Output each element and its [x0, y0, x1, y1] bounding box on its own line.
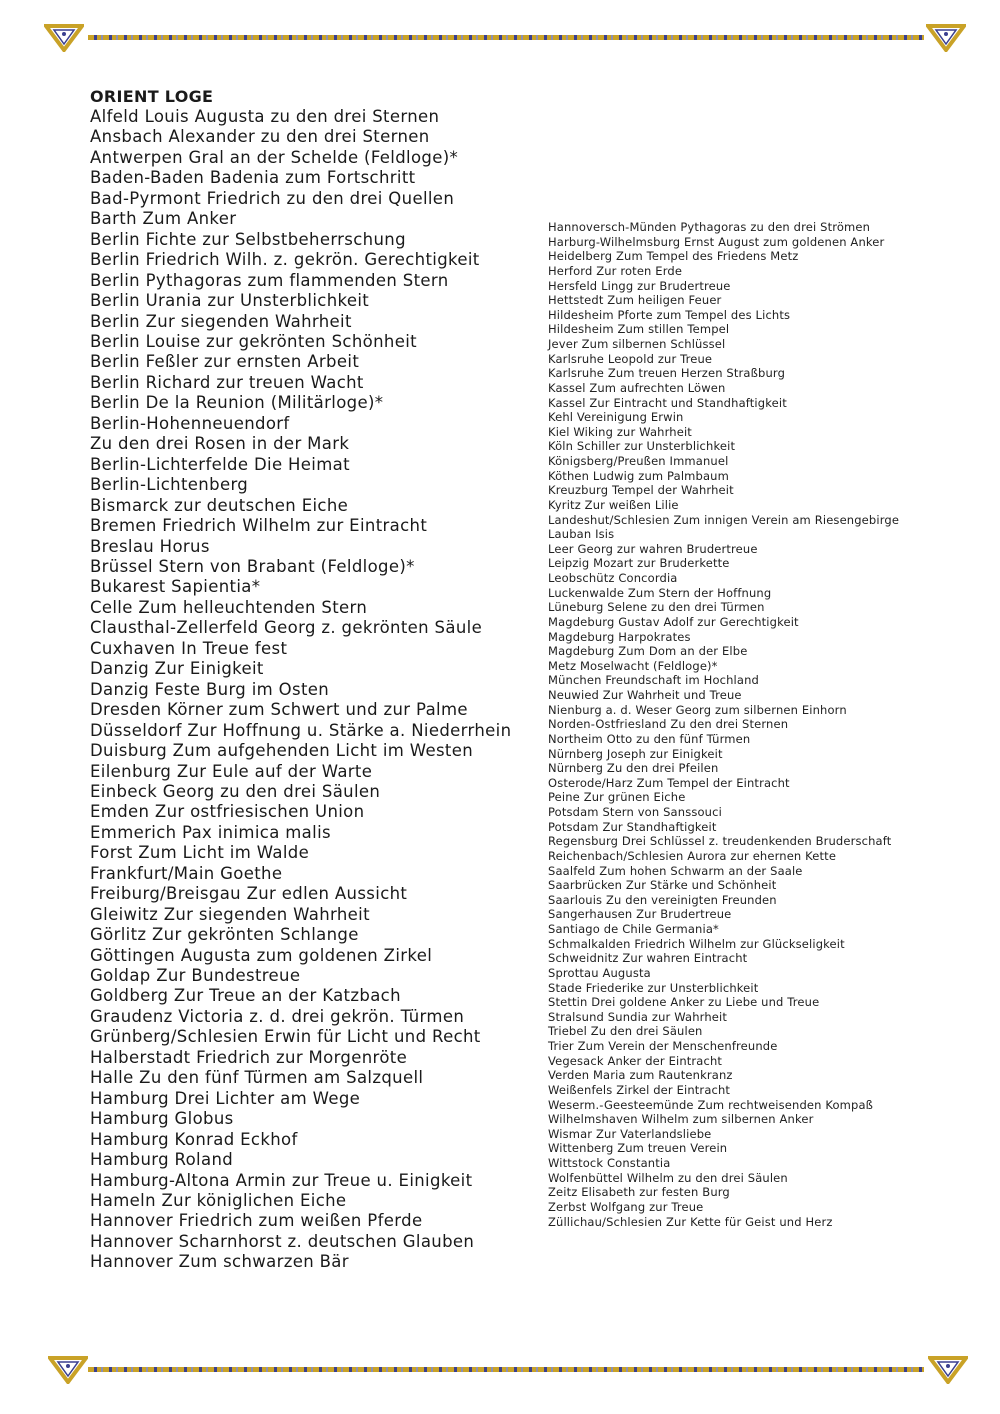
- lodge-entry: Karlsruhe Leopold zur Treue: [548, 351, 713, 366]
- lodge-entry: Emmerich Pax inimica malis: [90, 822, 331, 842]
- lodge-entry: Berlin Friedrich Wilh. z. gekrön. Gerechtigkeit: [90, 250, 480, 270]
- lodge-entry: Stralsund Sundia zur Wahrheit: [548, 1009, 728, 1024]
- lodge-entry: Berlin-Lichtenberg: [90, 475, 249, 495]
- lodge-entry: Landeshut/Schlesien Zum innigen Verein am Riesengebirge: [548, 512, 900, 527]
- lodge-entry: Halle Zu den fünf Türmen am Salzquell: [90, 1068, 424, 1088]
- lodge-entry: Berlin Feßler zur ernsten Arbeit: [90, 352, 360, 372]
- lodge-entry: Halberstadt Friedrich zur Morgenröte: [90, 1047, 408, 1067]
- lodge-entry: Reichenbach/Schlesien Aurora zur ehernen Kette: [548, 848, 837, 863]
- lodge-entry: Regensburg Drei Schlüssel z. treudenkenden Bruderschaft: [548, 834, 892, 849]
- lodge-entry: Hamburg Drei Lichter am Wege: [90, 1088, 361, 1108]
- lodge-entry: Karlsruhe Zum treuen Herzen Straßburg: [548, 366, 786, 381]
- lodge-entry: Kreuzburg Tempel der Wahrheit: [548, 483, 734, 498]
- right-column: [548, 220, 968, 1229]
- lodge-entry: Graudenz Victoria z. d. drei gekrön. Türmen: [90, 1006, 465, 1026]
- lodge-entry: Breslau Horus: [90, 536, 210, 556]
- lodge-entry: Wilhelmshaven Wilhelm zum silbernen Anker: [548, 1112, 814, 1127]
- lodge-entry: Berlin-Lichterfelde Die Heimat: [90, 454, 350, 474]
- lodge-entry: Wolfenbüttel Wilhelm zu den drei Säulen: [548, 1170, 788, 1185]
- lodge-entry: Stettin Drei goldene Anker zu Liebe und Treue: [548, 995, 820, 1010]
- lodge-entry: Grünberg/Schlesien Erwin für Licht und Recht: [90, 1027, 481, 1047]
- lodge-entry: Leer Georg zur wahren Brudertreue: [548, 541, 758, 556]
- lodge-entry: Nürnberg Joseph zur Einigkeit: [548, 746, 723, 761]
- masonic-square-compass-icon: [44, 22, 84, 52]
- lodge-entry: Peine Zur grünen Eiche: [548, 790, 686, 805]
- lodge-entry: Königsberg/Preußen Immanuel: [548, 454, 729, 468]
- left-column: [90, 87, 530, 1273]
- lodge-entry: Brüssel Stern von Brabant (Feldloge)*: [90, 556, 415, 576]
- lodge-entry: Berlin-Hohenneuendorf: [90, 413, 290, 433]
- lodge-entry: Kassel Zur Eintracht und Standhaftigkeit: [548, 395, 787, 410]
- lodge-entry: Nürnberg Zu den drei Pfeilen: [548, 761, 719, 776]
- lodge-entry: Hersfeld Lingg zur Brudertreue: [548, 278, 731, 293]
- lodge-entry: Bremen Friedrich Wilhelm zur Eintracht: [90, 516, 428, 536]
- lodge-entry: Eilenburg Zur Eule auf der Warte: [90, 761, 373, 781]
- lodge-entry: Hannover Friedrich zum weißen Pferde: [90, 1211, 423, 1231]
- lodge-entry: Weserm.-Geesteemünde Zum rechtweisenden Kompaß: [548, 1097, 874, 1112]
- lodge-entry: Celle Zum helleuchtenden Stern: [90, 597, 368, 617]
- lodge-entry: Berlin Louise zur gekrönten Schönheit: [90, 331, 417, 351]
- lodge-entry: Freiburg/Breisgau Zur edlen Aussicht: [90, 884, 408, 904]
- lodge-entry: Hameln Zur königlichen Eiche: [90, 1191, 347, 1211]
- lodge-entry: Hamburg-Altona Armin zur Treue u. Einigkeit: [90, 1170, 473, 1190]
- lodge-entry: Köthen Ludwig zum Palmbaum: [548, 468, 729, 483]
- lodge-entry: Danzig Feste Burg im Osten: [90, 679, 330, 699]
- lodge-entry: Wittstock Constantia: [548, 1156, 671, 1170]
- lodge-entry: Vegesack Anker der Eintracht: [548, 1053, 723, 1068]
- lodge-entry: Santiago de Chile Germania*: [548, 922, 719, 936]
- lodge-entry: Magdeburg Zum Dom an der Elbe: [548, 644, 748, 659]
- lodge-entry: Magdeburg Harpokrates: [548, 629, 691, 644]
- lodge-entry: Goldap Zur Bundestreue: [90, 966, 301, 986]
- lodge-entry: Hamburg Konrad Eckhof: [90, 1129, 298, 1149]
- lodge-entry: Hannover Scharnhorst z. deutschen Glauben: [90, 1231, 475, 1251]
- lodge-entry: Wittenberg Zum treuen Verein: [548, 1141, 728, 1156]
- lodge-entry: Gleiwitz Zur siegenden Wahrheit: [90, 904, 370, 924]
- lodge-entry: Berlin De la Reunion (Militärloge)*: [90, 393, 384, 413]
- lodge-entry: Göttingen Augusta zum goldenen Zirkel: [90, 945, 433, 965]
- lodge-entry: Potsdam Zur Standhaftigkeit: [548, 819, 717, 834]
- lodge-list-right: [548, 220, 968, 1229]
- lodge-entry: Bismarck zur deutschen Eiche: [90, 495, 349, 515]
- lodge-entry: Alfeld Louis Augusta zu den drei Sternen: [90, 107, 440, 126]
- masonic-square-compass-icon: [926, 22, 966, 52]
- lodge-entry: Antwerpen Gral an der Schelde (Feldloge)*: [90, 147, 459, 167]
- lodge-entry: Lüneburg Selene zu den drei Türmen: [548, 600, 765, 615]
- lodge-entry: Magdeburg Gustav Adolf zur Gerechtigkeit: [548, 614, 799, 629]
- lodge-entry: Berlin Pythagoras zum flammenden Stern: [90, 270, 449, 290]
- lodge-entry: Jever Zum silbernen Schlüssel: [548, 337, 726, 351]
- lodge-entry: Berlin Fichte zur Selbstbeherrschung: [90, 229, 406, 249]
- lodge-entry: Hamburg Globus: [90, 1109, 234, 1129]
- lodge-entry: Potsdam Stern von Sanssouci: [548, 805, 722, 819]
- lodge-entry: Berlin Urania zur Unsterblichkeit: [90, 291, 370, 311]
- lodge-entry: Dresden Körner zum Schwert und zur Palme: [90, 700, 468, 720]
- lodge-entry: Bad-Pyrmont Friedrich zu den drei Quellen: [90, 188, 455, 208]
- lodge-entry: Zu den drei Rosen in der Mark: [90, 434, 350, 454]
- lodge-entry: Kassel Zum aufrechten Löwen: [548, 380, 726, 395]
- lodge-entry: Nienburg a. d. Weser Georg zum silbernen Einhorn: [548, 702, 847, 717]
- lodge-entry: Düsseldorf Zur Hoffnung u. Stärke a. Niederrhein: [90, 720, 512, 740]
- lodge-entry: Heidelberg Zum Tempel des Friedens Metz: [548, 249, 799, 264]
- lodge-entry: Stade Friederike zur Unsterblichkeit: [548, 980, 759, 995]
- lodge-entry: Berlin Zur siegenden Wahrheit: [90, 311, 352, 331]
- lodge-entry: Barth Zum Anker: [90, 209, 237, 229]
- lodge-entry: Harburg-Wilhelmsburg Ernst August zum goldenen Anker: [548, 234, 885, 249]
- lodge-entry: Zerbst Wolfgang zur Treue: [548, 1199, 704, 1214]
- lodge-entry: Goldberg Zur Treue an der Katzbach: [90, 986, 401, 1006]
- lodge-entry: Clausthal-Zellerfeld Georg z. gekrönten Säule: [90, 618, 483, 638]
- lodge-entry: Trier Zum Verein der Menschenfreunde: [548, 1039, 778, 1053]
- lodge-entry: Forst Zum Licht im Walde: [90, 843, 310, 863]
- lodge-entry: Hettstedt Zum heiligen Feuer: [548, 293, 722, 308]
- lodge-entry: Hannover Zum schwarzen Bär: [90, 1252, 349, 1272]
- lodge-entry: Görlitz Zur gekrönten Schlange: [90, 925, 359, 945]
- bottom-border: [88, 1367, 924, 1372]
- lodge-entry: Baden-Baden Badenia zum Fortschritt: [90, 168, 416, 188]
- lodge-entry: Saalfeld Zum hohen Schwarm an der Saale: [548, 863, 803, 878]
- lodge-entry: Hildesheim Zum stillen Tempel: [548, 322, 730, 337]
- lodge-entry: Köln Schiller zur Unsterblichkeit: [548, 439, 736, 454]
- lodge-entry: Hildesheim Pforte zum Tempel des Lichts: [548, 307, 791, 322]
- lodge-entry: Sprottau Augusta: [548, 965, 651, 980]
- lodge-entry: Frankfurt/Main Goethe: [90, 863, 283, 883]
- masonic-square-compass-icon: [928, 1354, 968, 1384]
- lodge-entry: Osterode/Harz Zum Tempel der Eintracht: [548, 775, 790, 790]
- lodge-entry: Neuwied Zur Wahrheit und Treue: [548, 688, 742, 702]
- masonic-square-compass-icon: [48, 1354, 88, 1384]
- lodge-entry: Kehl Vereinigung Erwin: [548, 410, 684, 425]
- lodge-entry: Bukarest Sapientia*: [90, 577, 261, 597]
- lodge-entry: Lauban Isis: [548, 527, 615, 542]
- lodge-entry: Kiel Wiking zur Wahrheit: [548, 424, 692, 439]
- lodge-entry: Saarlouis Zu den vereinigten Freunden: [548, 892, 777, 907]
- lodge-entry: Luckenwalde Zum Stern der Hoffnung: [548, 585, 772, 600]
- lodge-entry: Herford Zur roten Erde: [548, 263, 683, 278]
- lodge-entry: Duisburg Zum aufgehenden Licht im Westen: [90, 741, 474, 761]
- page-heading: ORIENT LOGE: [90, 87, 214, 106]
- lodge-entry: Zeitz Elisabeth zur festen Burg: [548, 1185, 730, 1200]
- lodge-entry: Hannoversch-Münden Pythagoras zu den drei Strömen: [548, 220, 871, 234]
- lodge-entry: Schweidnitz Zur wahren Eintracht: [548, 951, 748, 966]
- lodge-entry: Weißenfels Zirkel der Eintracht: [548, 1082, 731, 1097]
- lodge-list-left: [90, 107, 530, 1273]
- lodge-entry: Berlin Richard zur treuen Wacht: [90, 372, 364, 392]
- lodge-entry: Hamburg Roland: [90, 1150, 234, 1170]
- lodge-entry: Verden Maria zum Rautenkranz: [548, 1068, 733, 1083]
- lodge-entry: Cuxhaven In Treue fest: [90, 638, 288, 658]
- lodge-entry: Einbeck Georg zu den drei Säulen: [90, 781, 381, 801]
- lodge-entry: Schmalkalden Friedrich Wilhelm zur Glückseligkeit: [548, 936, 845, 951]
- lodge-entry: Metz Moselwacht (Feldloge)*: [548, 658, 718, 673]
- lodge-entry: Triebel Zu den drei Säulen: [548, 1024, 703, 1039]
- lodge-entry: Norden-Ostfriesland Zu den drei Sternen: [548, 717, 789, 732]
- lodge-entry: Danzig Zur Einigkeit: [90, 659, 264, 679]
- lodge-entry: Saarbrücken Zur Stärke und Schönheit: [548, 878, 777, 893]
- lodge-entry: Leipzig Mozart zur Bruderkette: [548, 556, 730, 571]
- lodge-entry: Wismar Zur Vaterlandsliebe: [548, 1126, 712, 1141]
- lodge-entry: Leobschütz Concordia: [548, 571, 678, 585]
- top-border: [88, 35, 924, 40]
- lodge-entry: Ansbach Alexander zu den drei Sternen: [90, 127, 430, 147]
- lodge-entry: Kyritz Zur weißen Lilie: [548, 497, 679, 512]
- lodge-entry: Sangerhausen Zur Brudertreue: [548, 907, 732, 922]
- lodge-entry: Züllichau/Schlesien Zur Kette für Geist und Herz: [548, 1214, 833, 1229]
- lodge-entry: Emden Zur ostfriesischen Union: [90, 802, 365, 822]
- lodge-entry: Northeim Otto zu den fünf Türmen: [548, 731, 751, 746]
- lodge-entry: München Freundschaft im Hochland: [548, 673, 759, 688]
